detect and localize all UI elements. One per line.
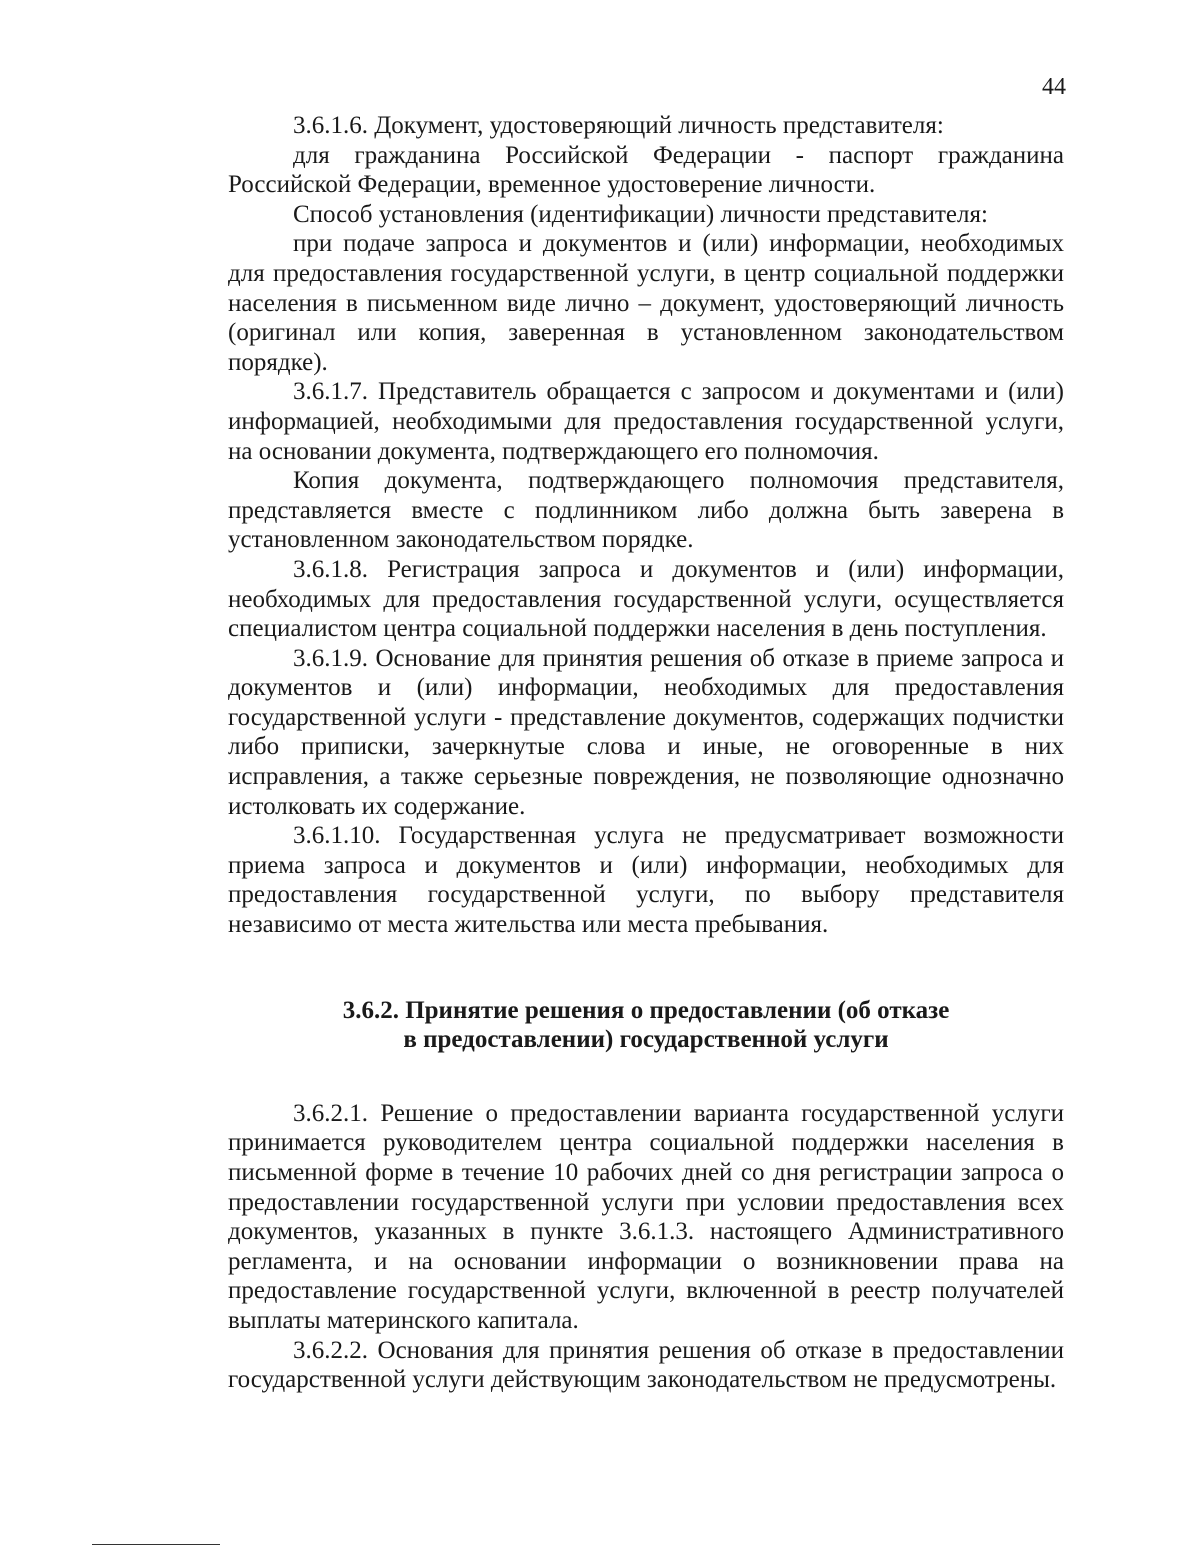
- section-heading-line-1: 3.6.2. Принятие решения о предоставлении (об отказе: [342, 996, 950, 1024]
- section-spacer: [228, 940, 1064, 996]
- paragraph-3-6-2-2: 3.6.2.2. Основания для принятия решения об отказе в предоставлении государственной услуги действующим законодательством не предусмотрены.: [228, 1336, 1064, 1394]
- paragraph-3-6-1-8: 3.6.1.8. Регистрация запроса и документов и (или) информации, необходимых для предоставления государственной услуги, осуществляется специалистом центра социальной поддержки населения в день поступления.: [228, 555, 1064, 643]
- paragraph-3-6-1-9: 3.6.1.9. Основание для принятия решения об отказе в приеме запроса и документов и (или) информации, необходимых для предоставления государственной услуги - представление документов, содержащих подчистки либо приписки, зачеркнутые слова и иные, не оговоренные в них исправления, а также серьезные повреждения, не позволяющие однозначно истолковать их содержание.: [228, 644, 1064, 820]
- page-number: 44: [1042, 74, 1066, 100]
- paragraph-3-6-1-10: 3.6.1.10. Государственная услуга не предусматривает возможности приема запроса и документов и (или) информации, необходимых для предоставления государственной услуги, по выбору представителя независимо от места жительства или места пребывания.: [228, 822, 1064, 939]
- paragraph-3-6-1-6: 3.6.1.6. Документ, удостоверяющий личность представителя:: [293, 112, 944, 139]
- document-body: [228, 111, 1064, 1395]
- section-heading-line-2: в предоставлении) государственной услуги: [403, 1026, 889, 1054]
- paragraph-copy-of-authority: Копия документа, подтверждающего полномочия представителя, представляется вместе с подлинником либо должна быть заверена в установленном законодательством порядке.: [228, 467, 1064, 554]
- paragraph-submission-in-person: при подаче запроса и документов и (или) информации, необходимых для предоставления государственной услуги, в центр социальной поддержки населения в письменном виде лично – документ, удостоверяющий личность (оригинал или копия, заверенная в установленном законодательством порядке).: [228, 230, 1064, 376]
- paragraph-identification-method: Способ установления (идентификации) личности представителя:: [293, 200, 988, 228]
- section-heading-3-6-2: [228, 996, 1064, 1055]
- paragraph-3-6-1-7: 3.6.1.7. Представитель обращается с запросом и документами и (или) информацией, необходимыми для предоставления государственной услуги, на основании документа, подтверждающего его полномочия.: [228, 378, 1064, 465]
- paragraph-passport: для гражданина Российской Федерации - паспорт гражданина Российской Федерации, временное удостоверение личности.: [228, 141, 1064, 199]
- footnote-rule: [92, 1544, 220, 1545]
- paragraph-3-6-2-1: 3.6.2.1. Решение о предоставлении варианта государственной услуги принимается руководителем центра социальной поддержки населения в письменной форме в течение 10 рабочих дней со дня регистрации запроса о предоставлении государственной услуги при условии предоставления всех документов, указанных в пункте 3.6.1.3. настоящего Административного регламента, и на основании информации о возникновении права на предоставление государственной услуги, включенной в реестр получателей выплаты материнского капитала.: [228, 1099, 1064, 1334]
